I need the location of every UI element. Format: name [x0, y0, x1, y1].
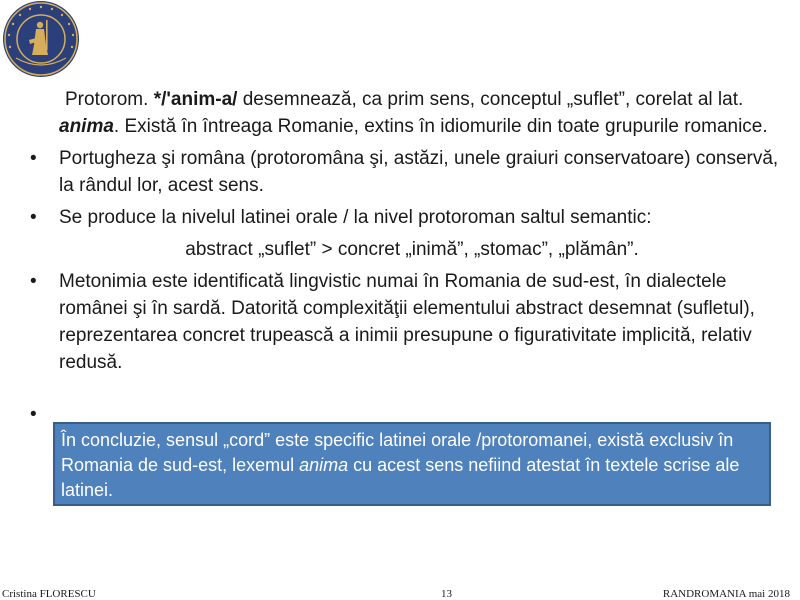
- bullet-text: Metonimia este identificată lingvistic numai în Romania de sud-est, în dialectele românei şi în sardă. Datorită complexităţii elementului abstract desemnat (sufletul), reprezentarea concret trupească a inimii presupune o figurativitate implicită, relativ redusă.: [59, 271, 755, 373]
- callout-text-after: cu acest sens nefiind atestat în textele scrise ale latinei.: [61, 455, 740, 500]
- reconstructed-term: */'anim-a/: [153, 89, 238, 110]
- bullet-marker: •: [30, 148, 37, 169]
- bullet-marker: •: [30, 207, 37, 228]
- semantic-shift-line: abstract „suflet” > concret „inimă”, „stomac”, „plămân”.: [185, 239, 639, 260]
- intro-lead: Protorom.: [65, 89, 154, 110]
- bullet-marker: •: [30, 271, 37, 292]
- empty-bullet-marker: •: [30, 404, 37, 425]
- slide-body: [30, 86, 780, 381]
- bullet-item: [30, 204, 780, 231]
- footer-page-number: 13: [441, 588, 452, 600]
- footer-author: Cristina FLORESCU: [2, 588, 96, 600]
- bullet-item: [30, 268, 780, 376]
- intro-mid: desemnează, ca prim sens, conceptul „suflet”, corelat al lat.: [237, 89, 744, 110]
- bullet-text: Portugheza şi româna (protoromâna şi, astăzi, unele graiuri conservatoare) conservă, la rândul lor, acest sens.: [59, 148, 779, 196]
- academy-seal-icon: [2, 0, 80, 78]
- callout-text-before: În concluzie, sensul „cord” este specific latinei orale /protoromanei, există exclusiv în Romania de sud-est, lexemul: [61, 430, 734, 475]
- latin-term: anima: [59, 116, 114, 137]
- bullet-item: [30, 145, 780, 199]
- callout-latin-term: anima: [299, 455, 349, 475]
- bullet-text: Se produce la nivelul latinei orale / la nivel protoroman saltul semantic:: [59, 207, 652, 228]
- footer-event: RANDROMANIA mai 2018: [662, 588, 790, 600]
- intro-end: . Există în întreaga Romanie, extins în idiomurile din toate grupurile romanice.: [113, 116, 768, 137]
- academy-seal-logo: [2, 0, 80, 78]
- intro-paragraph: [30, 86, 780, 140]
- conclusion-callout: [53, 422, 771, 506]
